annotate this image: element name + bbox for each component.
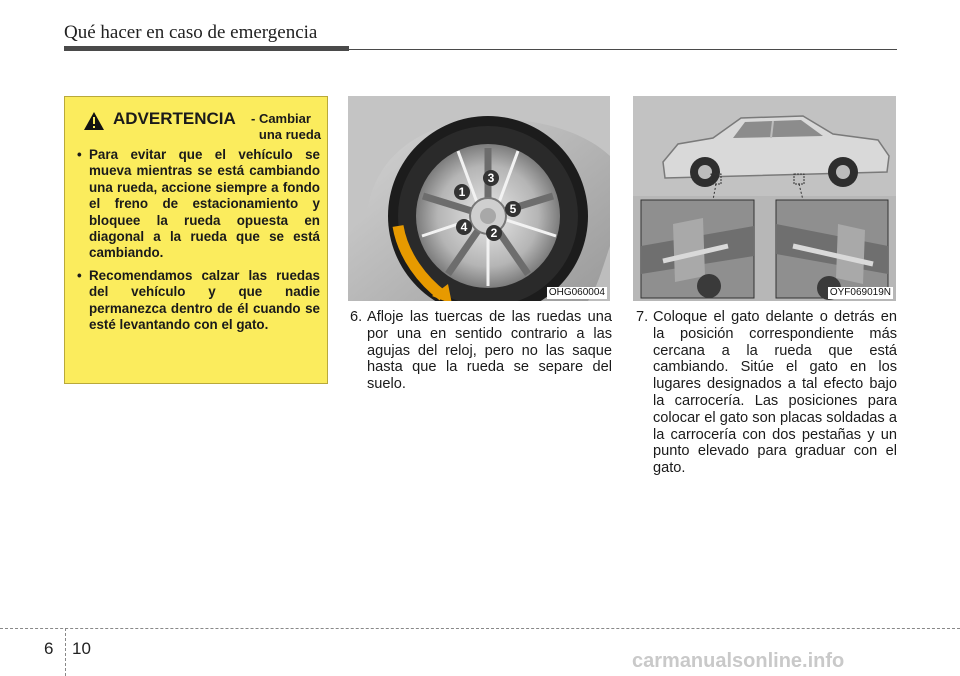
lug-number: 1 <box>458 185 466 199</box>
page-number: 10 <box>72 639 91 658</box>
figure-label: OHG060004 <box>548 287 605 298</box>
wheel-illustration <box>348 96 610 301</box>
step-number: 6. <box>350 309 363 325</box>
warning-item: • Recomendamos calzar las ruedas del vehículo y que nadie permanezca dentro de él cuando se esté levantando con el gato. <box>77 268 320 334</box>
lug-number: 2 <box>490 226 498 240</box>
step-text: Coloque el gato delante o detrás en la posición correspondiente más cercana a la rueda que está cambiando. Sitúe el gato en los lugares designados a tal efecto bajo la carrocería. Las posiciones para colocar el gato son placas soldadas a la carrocería con dos pestañas y un punto elevado para graduar con el gato. <box>653 309 897 477</box>
jack-position-figure <box>633 96 896 301</box>
figure-label: OYF069019N <box>829 287 891 298</box>
warning-list <box>77 147 320 339</box>
warning-item: • Para evitar que el vehículo se mueva mientras se está cambiando una rueda, accione siempre a fondo el freno de estacionamiento y bloquee la rueda opuesta en diagonal a la rueda que se está cambiando. <box>77 147 320 262</box>
lug-number: 3 <box>487 171 495 185</box>
section-number: 6 <box>44 639 54 658</box>
lug-number: 5 <box>509 202 517 216</box>
step-6 <box>350 309 612 393</box>
footer-rule <box>0 628 960 629</box>
step-text: Afloje las tuercas de las ruedas una por una en sentido contrario a las agujas del reloj, pero no las saque hasta que la rueda se separe del suelo. <box>367 309 612 393</box>
warning-subtitle-line1: - Cambiar <box>251 111 311 126</box>
header-rule-thick <box>64 46 349 51</box>
step-number: 7. <box>636 309 649 325</box>
warning-triangle-icon <box>83 111 105 131</box>
lug-number: 4 <box>460 220 468 234</box>
warning-box <box>64 96 328 384</box>
page-header-title: Qué hacer en caso de emergencia <box>64 22 318 43</box>
step-7 <box>636 309 897 477</box>
header-rule-thin <box>349 49 897 50</box>
watermark-logo: carmanualsonline.info <box>632 650 845 672</box>
warning-subtitle-line2: una rueda <box>258 127 321 142</box>
warning-title: ADVERTENCIA <box>113 109 236 128</box>
wheel-lug-nut-figure <box>348 96 610 301</box>
car-jack-illustration <box>633 96 896 301</box>
footer-divider <box>65 628 66 676</box>
